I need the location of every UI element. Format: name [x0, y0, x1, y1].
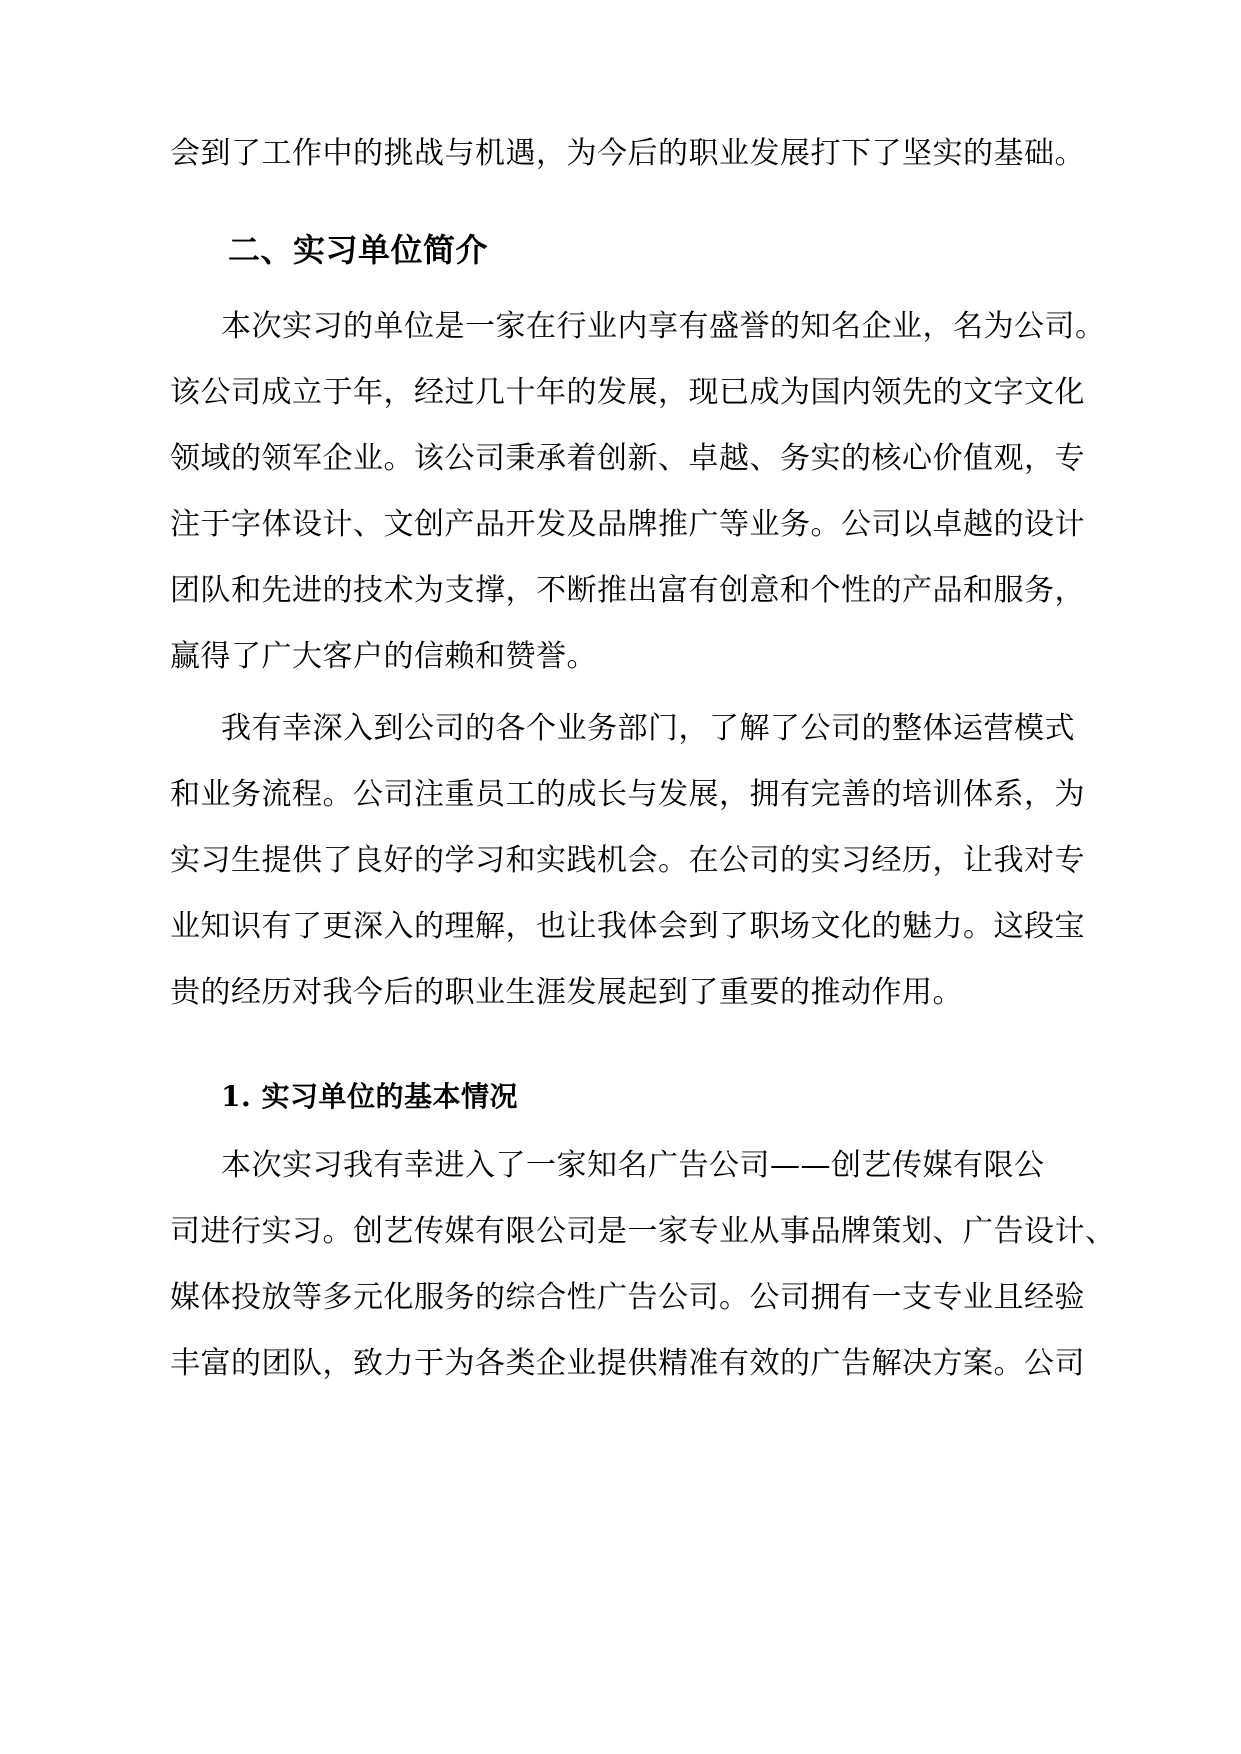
paragraph-line: 团队和先进的技术为支撑，不断推出富有创意和个性的产品和服务，: [170, 573, 1085, 608]
paragraph-line: 注于字体设计、文创产品开发及品牌推广等业务。公司以卓越的设计: [170, 507, 1085, 542]
paragraph-line: 本次实习的单位是一家在行业内享有盛誉的知名企业，名为公司。: [221, 309, 1106, 344]
paragraph-line: 我有幸深入到公司的各个业务部门，了解了公司的整体运营模式: [221, 711, 1075, 746]
paragraph-line: 领域的领军企业。该公司秉承着创新、卓越、务实的核心价值观，专: [170, 441, 1085, 476]
paragraph-line: 和业务流程。公司注重员工的成长与发展，拥有完善的培训体系，为: [170, 777, 1085, 812]
paragraph-line: 该公司成立于年，经过几十年的发展，现已成为国内领先的文字文化: [170, 375, 1085, 410]
paragraph-line: 业知识有了更深入的理解，也让我体会到了职场文化的魅力。这段宝: [170, 909, 1085, 944]
paragraph-line: 丰富的团队，致力于为各类企业提供精准有效的广告解决方案。公司: [170, 1346, 1085, 1381]
paragraph-line: 媒体投放等多元化服务的综合性广告公司。公司拥有一支专业且经验: [170, 1280, 1085, 1315]
paragraph-line: 司进行实习。创艺传媒有限公司是一家专业从事品牌策划、广告设计、: [170, 1214, 1116, 1249]
paragraph-line: 实习生提供了良好的学习和实践机会。在公司的实习经历，让我对专: [170, 843, 1085, 878]
subsection-heading: 1. 实习单位的基本情况: [221, 1080, 518, 1113]
paragraph-line: 贵的经历对我今后的职业生涯发展起到了重要的推动作用。: [170, 975, 963, 1010]
paragraph-line: 赢得了广大客户的信赖和赞誉。: [170, 639, 597, 674]
paragraph-line: 会到了工作中的挑战与机遇，为今后的职业发展打下了坚实的基础。: [170, 136, 1085, 171]
paragraph-line: 本次实习我有幸进入了一家知名广告公司——创艺传媒有限公: [221, 1148, 1045, 1183]
section-heading: 二、实习单位简介: [228, 231, 489, 269]
